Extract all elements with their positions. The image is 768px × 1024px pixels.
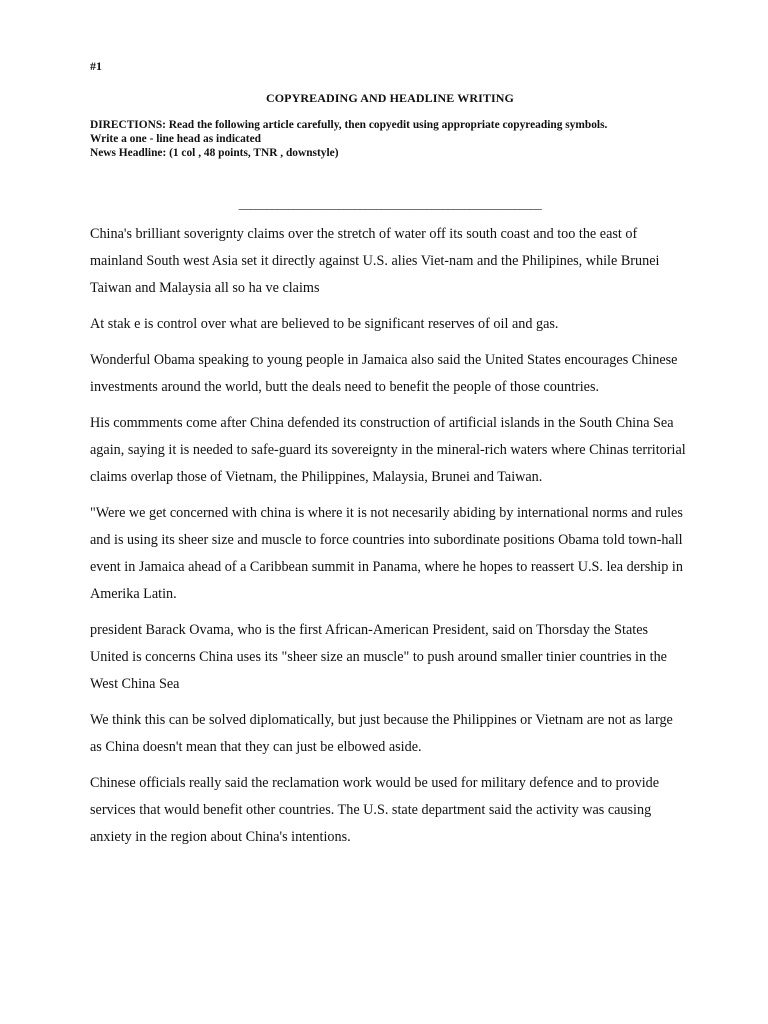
article-paragraph: president Barack Ovama, who is the first African-American President, said on Thorsday the States United is concerns China uses its "sheer size an muscle" to push around smaller tinier countries in the West China Sea: [90, 622, 667, 692]
directions-line: DIRECTIONS: Read the following article carefully, then copyedit using appropriate copyreading symbols.: [90, 119, 608, 131]
article-paragraph: "Were we get concerned with china is where it is not necesarily abiding by international norms and rules and is using its sheer size and muscle to force countries into subordinate positions Obama told town-hall event in Jamaica ahead of a Caribbean summit in Panama, where he hopes to reassert U.S. lea dership in Amerika Latin.: [90, 505, 683, 602]
article-body: [90, 221, 690, 851]
article-paragraph: At stak e is control over what are believed to be significant reserves of oil and gas.: [90, 316, 559, 332]
article-paragraph: Wonderful Obama speaking to young people in Jamaica also said the United States encourages Chinese investments around the world, butt the deals need to benefit the people of those countries.: [90, 352, 678, 395]
directions-line: News Headline: (1 col , 48 points, TNR , downstyle): [90, 147, 339, 159]
article-paragraph: China's brilliant soverignty claims over the stretch of water off its south coast and too the east of mainland South west Asia set it directly against U.S. alies Viet-nam and the Philipines, while Brunei Taiwan and Malaysia all so ha ve claims: [90, 226, 660, 296]
directions-block: [90, 118, 690, 160]
article-paragraph: His commments come after China defended its construction of artificial islands in the South China Sea again, saying it is needed to safe-guard its sovereignty in the mineral-rich waters where Chinas territorial claims overlap those of Vietnam, the Philippines, Malaysia, Brunei and Taiwan.: [90, 415, 686, 485]
article-paragraph: Chinese officials really said the reclamation work would be used for military defence and to provide services that would benefit other countries. The U.S. state department said the activity was causing anxiety in the region about China's intentions.: [90, 775, 660, 845]
directions-line: Write a one - line head as indicated: [90, 133, 261, 145]
document-page: [90, 58, 690, 860]
document-number: #1: [90, 59, 102, 73]
document-title: COPYREADING AND HEADLINE WRITING: [265, 91, 514, 105]
headline-blank-line: _______________________________________________________: [238, 197, 542, 211]
article-paragraph: We think this can be solved diplomatically, but just because the Philippines or Vietnam are not as large as China doesn't mean that they can just be elbowed aside.: [90, 712, 673, 755]
